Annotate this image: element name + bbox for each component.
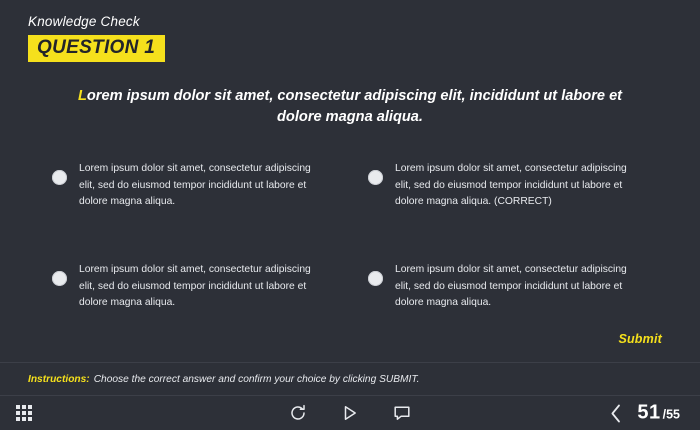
- grid-menu-icon[interactable]: [16, 405, 32, 421]
- question-container: [70, 86, 630, 128]
- player-footer: [0, 396, 700, 430]
- answer-label-c: Lorem ipsum dolor sit amet, consectetur adipiscing elit, sed do eiusmod tempor incididunt ut labore et dolore magna aliqua.: [79, 264, 311, 309]
- answer-option-a[interactable]: [52, 158, 344, 211]
- instructions-bar: [0, 362, 700, 396]
- grid-cell: [28, 411, 32, 415]
- grid-cell: [28, 417, 32, 421]
- question-body: orem ipsum dolor sit amet, consectetur adipiscing elit, incididunt ut labore et dolore magna aliqua.: [86, 88, 623, 126]
- radio-button-d[interactable]: [368, 271, 383, 286]
- chevron-left-icon[interactable]: [609, 403, 623, 423]
- comment-icon[interactable]: [391, 402, 413, 424]
- radio-button-c[interactable]: [52, 271, 67, 286]
- grid-cell: [22, 417, 26, 421]
- answer-label-a: Lorem ipsum dolor sit amet, consectetur adipiscing elit, sed do eiusmod tempor incididunt ut labore et dolore magna aliqua.: [79, 163, 311, 208]
- total-page-count: /55: [662, 407, 680, 422]
- grid-cell: [28, 405, 32, 409]
- grid-cell: [16, 411, 20, 415]
- answer-label-d: Lorem ipsum dolor sit amet, consectetur adipiscing elit, sed do eiusmod tempor incididunt ut labore et dolore magna aliqua.: [395, 264, 627, 309]
- question-badge: QUESTION 1: [28, 35, 165, 62]
- question-text: [70, 86, 630, 128]
- radio-button-b[interactable]: [368, 170, 383, 185]
- grid-cell: [22, 405, 26, 409]
- replay-icon[interactable]: [287, 402, 309, 424]
- answer-label-b: Lorem ipsum dolor sit amet, consectetur adipiscing elit, sed do eiusmod tempor incididunt ut labore et dolore magna aliqua. (CORRECT): [395, 163, 627, 208]
- play-icon[interactable]: [339, 402, 361, 424]
- instructions-text: Choose the correct answer and confirm your choice by clicking SUBMIT.: [93, 373, 420, 385]
- current-page-number: 51: [637, 401, 661, 424]
- grid-cell: [16, 405, 20, 409]
- answer-option-c[interactable]: [52, 259, 344, 312]
- answer-option-b[interactable]: [368, 158, 660, 211]
- question-drop-cap: L: [77, 88, 87, 104]
- page-navigation: [609, 402, 680, 425]
- grid-cell: [16, 417, 20, 421]
- section-title: Knowledge Check: [28, 14, 140, 29]
- instructions-label: Instructions:: [28, 373, 90, 385]
- radio-button-a[interactable]: [52, 170, 67, 185]
- playback-controls: [287, 402, 413, 424]
- answer-options: [52, 158, 660, 312]
- grid-cell: [22, 411, 26, 415]
- submit-button[interactable]: Submit: [618, 332, 662, 346]
- slide-header: [28, 14, 165, 62]
- answer-option-d[interactable]: [368, 259, 660, 312]
